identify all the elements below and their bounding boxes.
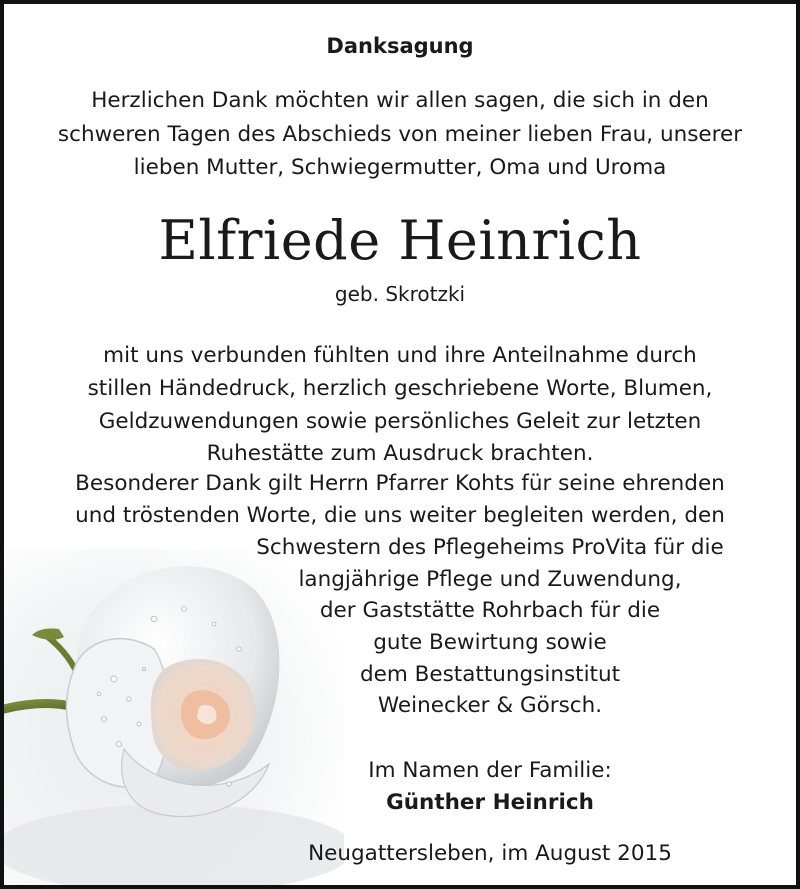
body-line: Geldzuwendungen sowie persönliches Geleit zur letzten: [98, 409, 702, 434]
body-line: stillen Händedruck, herzlich geschriebene Worte, Blumen,: [87, 376, 713, 401]
deceased-name: Elfriede Heinrich: [158, 209, 642, 272]
intro-line: lieben Mutter, Schwiegermutter, Oma und Uroma: [133, 155, 667, 180]
heading: Danksagung: [326, 34, 474, 58]
body-line: Schwestern des Pflegeheims ProVita für die: [256, 535, 724, 560]
body-line: Ruhestätte zum Ausdruck brachten.: [206, 441, 594, 466]
signature-name: Günther Heinrich: [386, 790, 594, 815]
place-date: Neugattersleben, im August 2015: [308, 841, 672, 866]
body-line: langjährige Pflege und Zuwendung,: [298, 567, 682, 592]
birth-name: geb. Skrotzki: [334, 282, 466, 306]
body-line: mit uns verbunden fühlten und ihre Anteilnahme durch: [103, 343, 697, 368]
body-line: dem Bestattungsinstitut: [359, 662, 621, 687]
body-line: und tröstenden Worte, die uns weiter begleiten werden, den: [75, 503, 725, 528]
body-line: der Gaststätte Rohrbach für die: [319, 598, 661, 623]
body-line: Besonderer Dank gilt Herrn Pfarrer Kohts für seine ehrenden: [75, 471, 725, 496]
intro-line: schweren Tagen des Abschieds von meiner lieben Frau, unserer: [57, 122, 743, 147]
intro-line: Herzlichen Dank möchten wir allen sagen, die sich in den: [91, 88, 709, 113]
signature-prefix: Im Namen der Familie:: [368, 758, 612, 783]
body-line: gute Bewirtung sowie: [373, 630, 607, 655]
body-line: Weinecker & Görsch.: [377, 693, 603, 718]
